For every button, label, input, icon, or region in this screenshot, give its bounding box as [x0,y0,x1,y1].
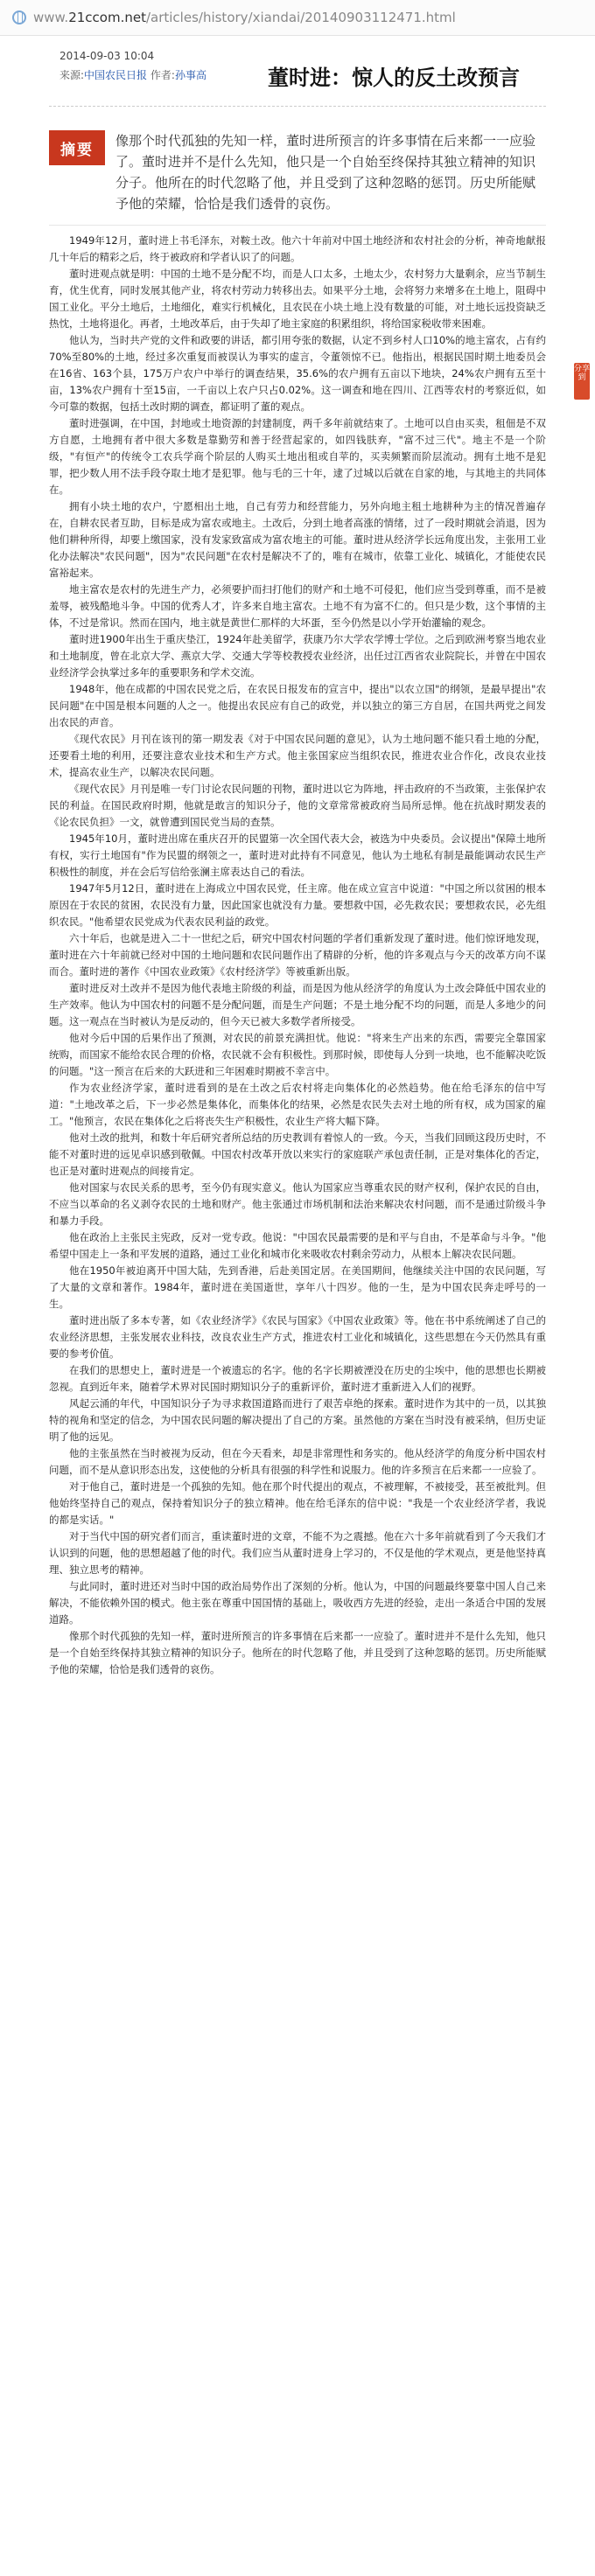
article-paragraph: 1948年，他在成都的中国农民党之后，在农民日报发布的宣言中，提出"以农立国"的纲领，是最早提出"农民问题"在中国是根本问题的人之一。他提出农民应有自己的政党，并以独立的第三方自居，在国共两党之间发出农民的声音。 [49,683,546,728]
share-button[interactable]: 分享到 [574,363,590,400]
header-divider [49,106,546,107]
article-paragraph: 董时进观点就是明：中国的土地不是分配不均，而是人口太多，土地太少，农村努力大量剩余，应当节制生育，优生优育，同时发展其他产业，将农村劳动力转移出去。如果平分土地，会将努力来增多在土地上，阻碍中国工业化。平分土地后，土地细化，难实行机械化，且农民在小块土地上没有数量的可能，对土地长远投资缺乏热忱，土地将退化。再者，土地改革后，由于失却了地主家庭的积累组织，将给国家税收带来困难。 [49,268,546,330]
article-paragraph: 他的主张虽然在当时被视为反动，但在今天看来，却是非常理性和务实的。他从经济学的角度分析中国农村问题，而不是从意识形态出发，这使他的分析具有很强的科学性和说服力。他的许多预言在后来都一一应验了。 [49,1447,546,1476]
article-paragraph: 与此同时，董时进还对当时中国的政治局势作出了深刻的分析。他认为，中国的问题最终要靠中国人自己来解决，不能依赖外国的模式。他主张在尊重中国国情的基础上，吸收西方先进的经验，走出一条适合中国的发展道路。 [49,1580,546,1626]
article-source [60,67,206,82]
publish-date: 2014-09-03 10:04 [60,50,155,62]
article-paragraph: 在我们的思想史上，董时进是一个被遗忘的名字。他的名字长期被湮没在历史的尘埃中，他的思想也长期被忽视。直到近年来，随着学术界对民国时期知识分子的重新评价，董时进才重新进入人们的视野。 [49,1364,546,1393]
article-paragraph: 董时进1900年出生于重庆垫江，1924年赴美留学，获康乃尔大学农学博士学位。之后到欧洲考察当地农业和土地制度，曾在北京大学、燕京大学、交通大学等校教授农业经济，出任过江西省农业院院长，并曾在中国农业经济学会执掌过多年的重要职务和学术交流。 [49,633,546,679]
article-paragraph: 董时进反对土改并不是因为他代表地主阶级的利益，而是因为他从经济学的角度认为土改会降低中国农业的生产效率。他认为中国农村的问题不是分配问题，而是生产问题；不是土地分配不均的问题，而是人多地少的问题。这一观点在当时被认为是反动的，但今天已被大多数学者所接受。 [49,982,546,1027]
abstract-box [49,123,546,226]
source-label: 来源: [60,69,85,81]
article-header [49,46,546,116]
article-paragraph: 董时进出版了多本专著，如《农业经济学》《农民与国家》《中国农业政策》等。他在书中系统阐述了自己的农业经济思想，主张发展农业科技，改良农业生产方式，推进农村工业化和城镇化，这些思想在今天仍然具有重要的参考价值。 [49,1314,546,1360]
url-text[interactable]: www.21ccom.net/articles/history/xiandai/20140903112471.html [33,10,456,25]
browser-address-bar[interactable] [0,0,595,36]
abstract-label: 摘要 [49,130,105,165]
article-paragraph: 《现代农民》月刊是唯一专门讨论农民问题的刊物，董时进以它为阵地，抨击政府的不当政策，主张保护农民的利益。在国民政府时期，他就是敢言的知识分子，他的文章常常被政府当局所忌惮。他在抗战时期发表的《论农民负担》一文，就曾遭到国民党当局的查禁。 [49,783,546,828]
article-paragraph: 1945年10月，董时进出席在重庆召开的民盟第一次全国代表大会，被选为中央委员。会议提出"保障土地所有权，实行土地国有"作为民盟的纲领之一，董时进对此持有不同意见，他认为土地私有制是最能调动农民生产积极性的制度，并在会后写信给张澜主席表达自己的看法。 [49,832,546,878]
article-paragraph: 他对国家与农民关系的思考，至今仍有现实意义。他认为国家应当尊重农民的财产权利，保护农民的自由，不应当以革命的名义剥夺农民的土地和财产。他主张通过市场机制和法治来解决农村问题，而不是通过阶级斗争和暴力手段。 [49,1181,546,1227]
article-paragraph: 六十年后，也就是进入二十一世纪之后，研究中国农村问题的学者们重新发现了董时进。他们惊讶地发现，董时进在六十年前就已经对中国的土地问题和农民问题作出了精辟的分析，他的许多观点与今天的改革方向不谋而合。董时进的著作《中国农业政策》《农村经济学》等被重新出版。 [49,932,546,978]
article-paragraph: 像那个时代孤独的先知一样，董时进所预言的许多事情在后来都一一应验了。董时进并不是什么先知，他只是一个自始至终保持其独立精神的知识分子。他所在的时代忽略了他，并且受到了这种忽略的惩罚。历史所能赋予他的荣耀，恰恰是我们透骨的哀伤。 [49,1630,546,1675]
author-link[interactable]: 孙事高 [174,69,206,81]
article-paragraph: 拥有小块土地的农户，宁愿相出土地，自己有劳力和经营能力，另外向地主租土地耕种为主的情况普遍存在，自耕农民者互助，目标是成为富农或地主。土改后，分到土地者高涨的情绪，过了一段时期就会消退，因为他们耕种所得，却要上缴国家，没有发家致富成为富农地主的可能。董时进从经济学长远角度出发，主张用工业化办法解决"农民问题"，因为"农民问题"在农村是解决不了的，唯有在城市，依靠工业化、城镇化，才能使农民富裕起来。 [49,500,546,579]
source-link[interactable]: 中国农民日报 [84,69,148,81]
article-paragraph: 1949年12月，董时进上书毛泽东，对鞍土改。他六十年前对中国土地经济和农村社会的分析，神奇地献报几十年后的精彩之后，终于被政府和学者认识了的问题。 [49,234,546,263]
globe-icon [12,10,26,24]
article-paragraph: 他对土改的批判，和数十年后研究者所总结的历史教训有着惊人的一致。今天，当我们回顾这段历史时，不能不对董时进的远见卓识感到敬佩。中国农村改革开放以来实行的家庭联产承包责任制，正是对集体化的否定，也正是对董时进观点的间接肯定。 [49,1131,546,1177]
article-paragraph: 他认为，当时共产党的文件和政要的讲话，都引用夸张的数据，认定不到乡村人口10%的地主富农，占有约70%至80%的土地，经过多次重复而被误认为事实的虚言，令董领惊不已。他指出，根据民国时期土地委员会在16省、163个县，175万户农户中举行的调查结果，35.6%的农户拥有五亩以下地块，24%农户拥有五至十亩，13%农户拥有十至15亩，一千亩以上农户只占0.02%。这一调查和地在四川、江西等农村的考察近似，如今可靠的数据，包括土改时期的调查，都证明了董的观点。 [49,334,546,413]
article-paragraph: 他对今后中国的后果作出了预测，对农民的前景充满担忧。他说："将来生产出来的东西，需要完全靠国家统购，而国家不能给农民合理的价格，农民就不会有积极性。到那时候，即使每人分到一块地，也不能解决吃饭的问题。"这一预言在后来的大跃进和三年困难时期被不幸言中。 [49,1032,546,1077]
abstract-text: 像那个时代孤独的先知一样，董时进所预言的许多事情在后来都一一应验了。董时进并不是什么先知，他只是一个自始至终保持其独立精神的知识分子。他所在的时代忽略了他，并且受到了这种忽略的惩罚。历史所能赋予他的荣耀，恰恰是我们透骨的哀伤。 [116,133,536,212]
article-paragraph: 作为农业经济学家，董时进看到的是在土改之后农村将走向集体化的必然趋势。他在给毛泽东的信中写道："土地改革之后，下一步必然是集体化，而集体化的结果，必然是农民失去对土地的所有权，成为国家的雇工。"他预言，农民在集体化之后将丧失生产积极性，农业生产将大幅下降。 [49,1082,546,1127]
article-paragraph: 1947年5月12日，董时进在上海成立中国农民党，任主席。他在成立宣言中说道："中国之所以贫困的根本原因在于农民的贫困，农民没有力量，因此国家也就没有力量。要想救中国，必先救农民；要想救农民，必先组织农民。"他希望农民党成为代表农民利益的政党。 [49,882,546,928]
article-paragraph: 《现代农民》月刊在该刊的第一期发表《对于中国农民问题的意见》，认为土地问题不能只看土地的分配，还要看土地的利用，还要注意农业技术和生产方式。他主张国家应当组织农民，推进农业合作化，改良农业技术，提高农业生产，以解决农民问题。 [49,733,546,778]
article-body [49,233,546,1678]
article-paragraph: 他在1950年被迫离开中国大陆，先到香港，后赴美国定居。在美国期间，他继续关注中国的农民问题，写了大量的文章和著作。1984年，董时进在美国逝世，享年八十四岁。他的一生，是为中国农民奔走呼号的一生。 [49,1264,546,1310]
article-paragraph: 董时进强调，在中国，封地或土地资源的封建制度，两千多年前就结束了。土地可以自由买卖，租佃是不双方自愿，土地拥有者中很大多数是靠勤劳和善于经营起家的，如四钱肤弃，"富不过三代"。地主不是一个阶级，"有恒产"的传统令工农兵学商个阶层的人购买土地出租或自苹的，买卖频繁而阶层流动。拥有土地不是犯罪，把少数人用不法手段夺取土地才是犯罪。他与毛的三十年，逮了过城以后就在自家的地，与其地主的共同体在。 [49,417,546,496]
author-label: 作者: [150,69,175,81]
article-paragraph: 他在政治上主张民主宪政，反对一党专政。他说："中国农民最需要的是和平与自由，不是革命与斗争。"他希望中国走上一条和平发展的道路，通过工业化和城市化来吸收农村剩余劳动力，从根本上解决农民问题。 [49,1231,546,1260]
article-paragraph: 风起云涌的年代，中国知识分子为寻求救国道路而进行了艰苦卓绝的探索。董时进作为其中的一员，以其独特的视角和坚定的信念，为中国农民问题的解决提出了自己的方案。虽然他的方案在当时没有被采纳，但历史证明了他的远见。 [49,1397,546,1443]
article-paragraph: 对于当代中国的研究者们而言，重读董时进的文章，不能不为之震撼。他在六十多年前就看到了今天我们才认识到的问题，他的思想超越了他的时代。我们应当从董时进身上学习的，不仅是他的学术观点，更是他坚持真理、独立思考的精神。 [49,1530,546,1576]
article-paragraph: 对于他自己，董时进是一个孤独的先知。他在那个时代提出的观点，不被理解，不被接受，甚至被批判。但他始终坚持自己的观点，保持着知识分子的独立精神。他在给毛泽东的信中说："我是一个农业经济学者，我说的都是实话。" [49,1480,546,1526]
page-title: 董时进：惊人的反土改预言 [268,66,520,90]
article-paragraph: 地主富农是农村的先进生产力，必须要护而扫打他们的财产和土地不可侵犯，他们应当受到尊重，而不是被羞辱，被残酷地斗争。中国的优秀人才，许多来自地主富农。土地不有为富不仁的。但只是少数，这个事情的主体，不过是常识。然而在国内，地主就是黄世仁那样的大坏蛋，至今仍然是以小学开始灌输的观念。 [49,583,546,629]
